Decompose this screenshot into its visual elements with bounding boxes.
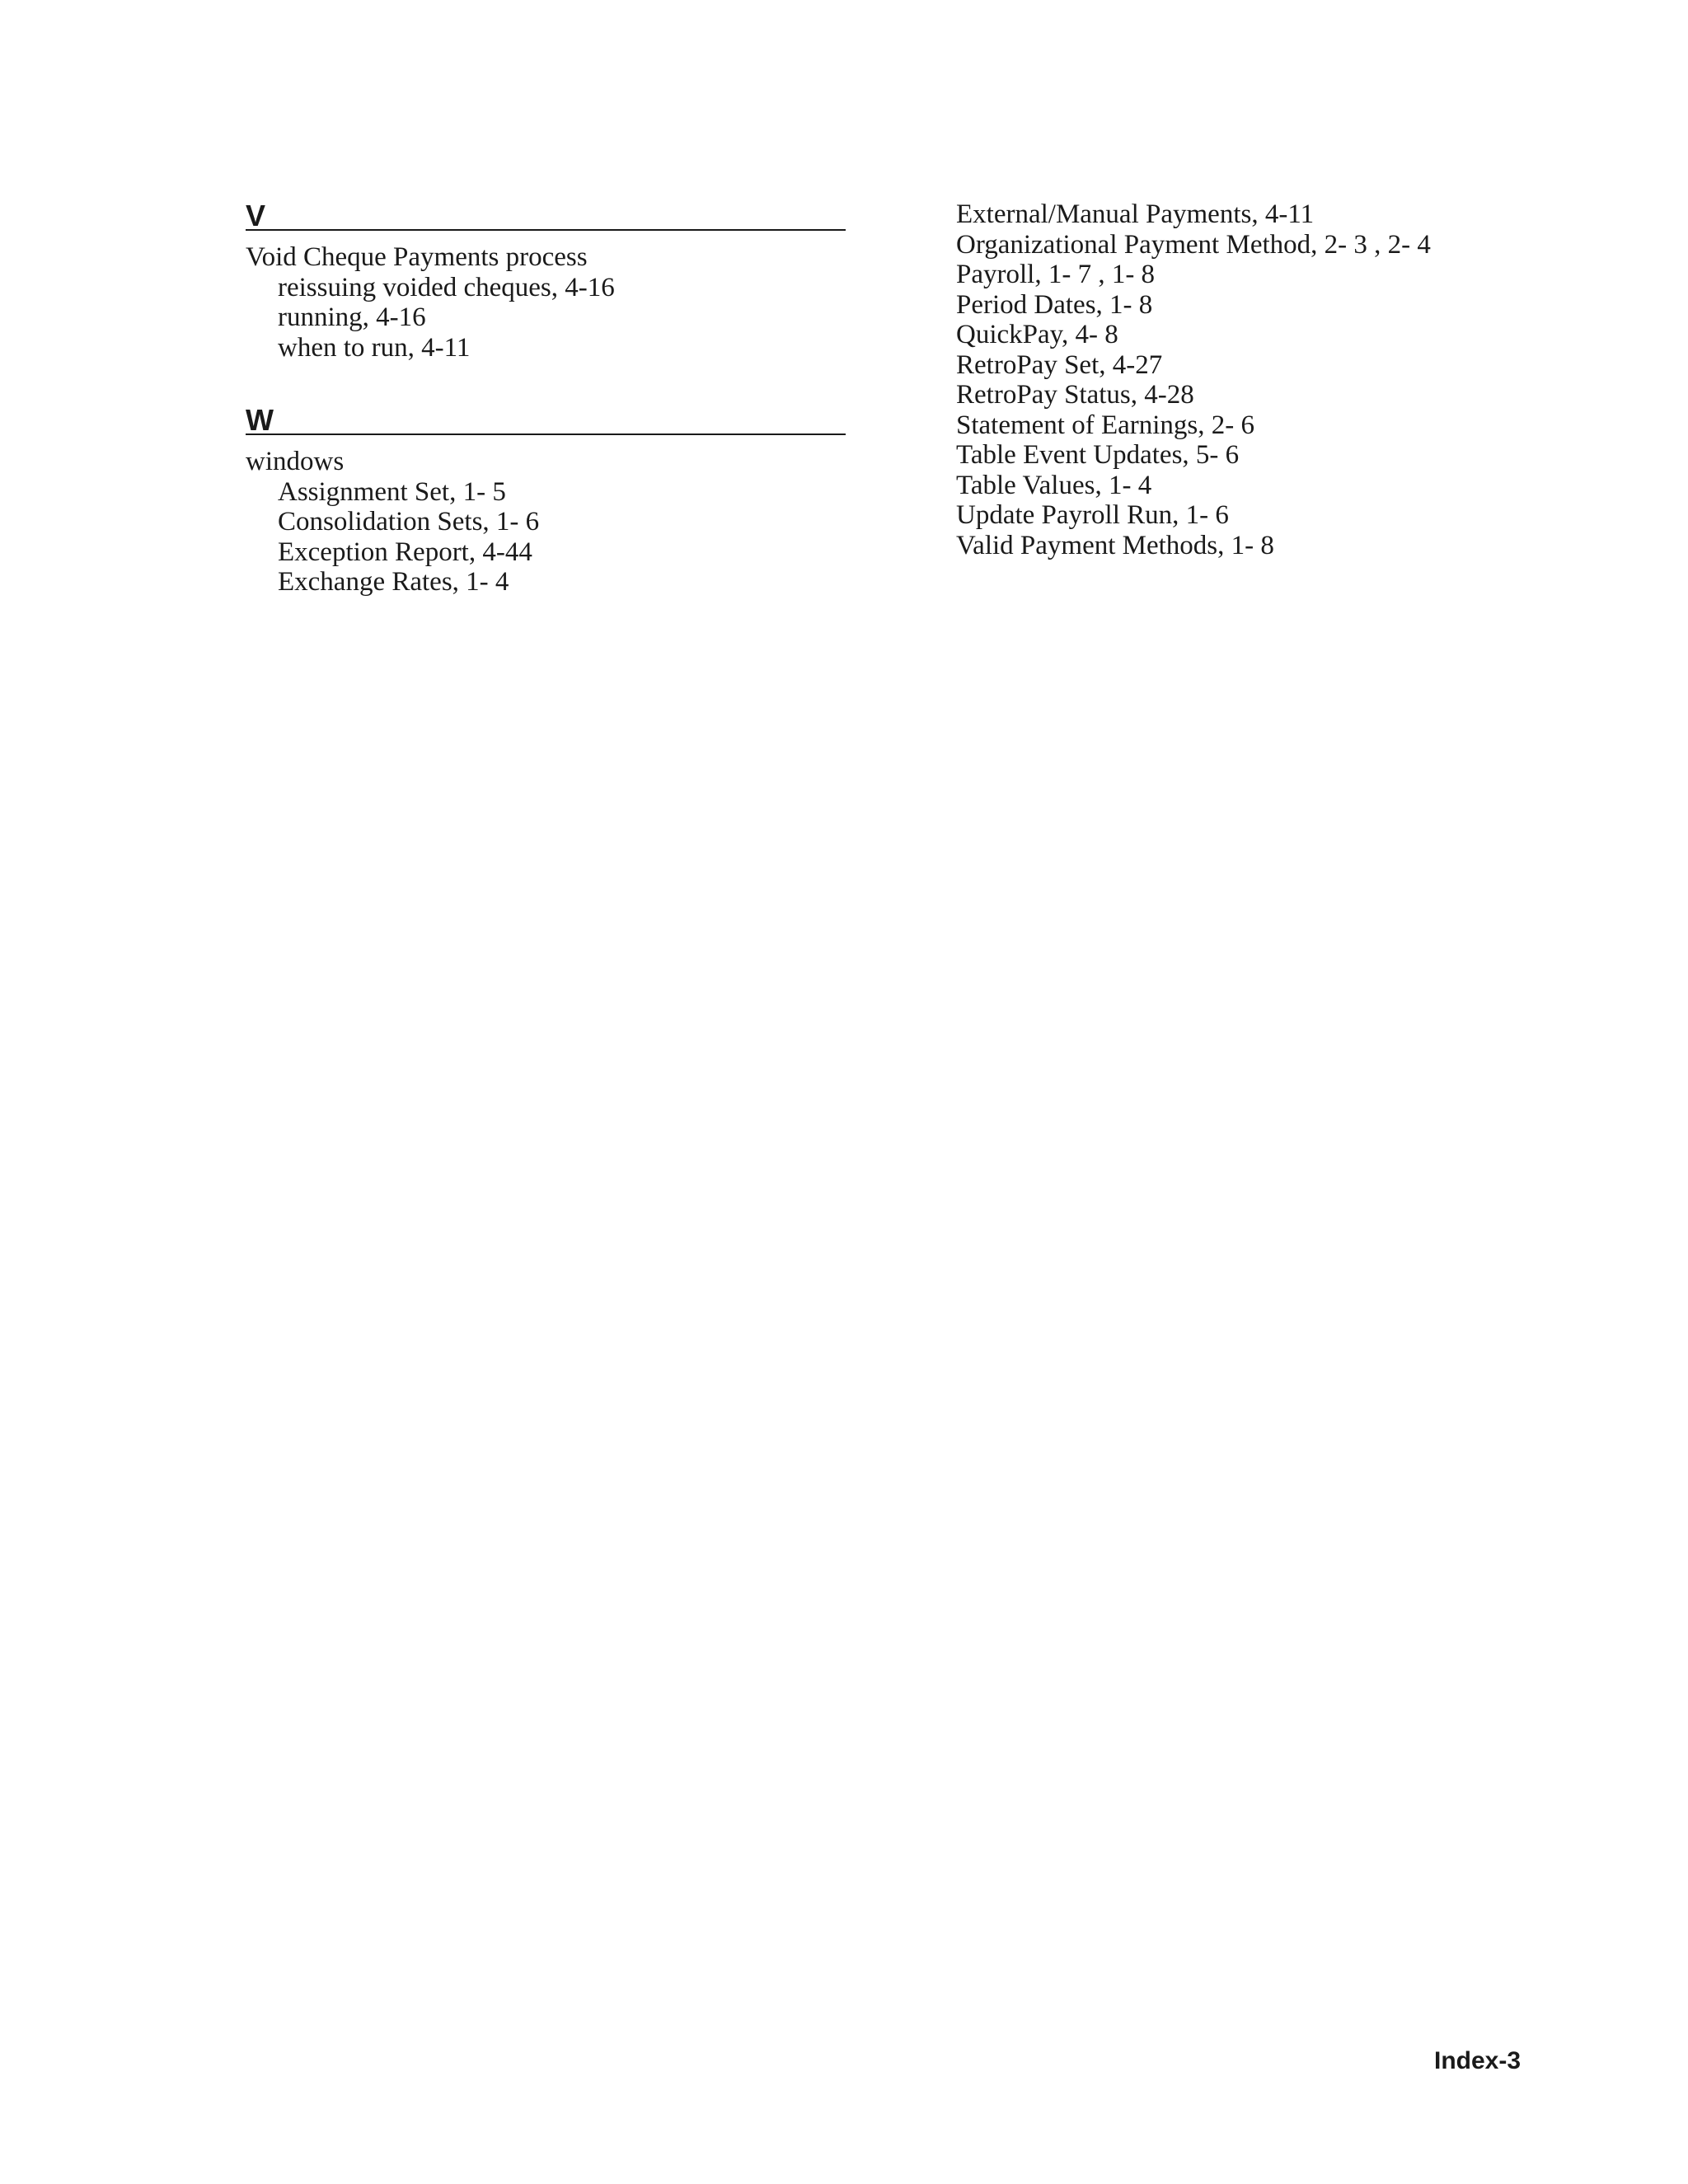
index-section-w xyxy=(246,401,846,598)
index-sub-entry: running, 4-16 xyxy=(278,302,426,332)
index-section-v xyxy=(246,196,846,363)
index-sub-entry: Statement of Earnings, 2- 6 xyxy=(956,410,1255,440)
section-header xyxy=(246,401,846,435)
index-sub-entry: Consolidation Sets, 1- 6 xyxy=(278,507,540,537)
index-sub-entry: Period Dates, 1- 8 xyxy=(956,289,1153,320)
index-left-column xyxy=(246,196,846,635)
index-entry: Void Cheque Payments process xyxy=(246,242,588,272)
index-sub-entry: Payroll, 1- 7 , 1- 8 xyxy=(956,260,1156,289)
index-sub-entry: Table Values, 1- 4 xyxy=(956,470,1152,500)
index-sub-entry: QuickPay, 4- 8 xyxy=(956,320,1118,349)
index-sub-entry: Table Event Updates, 5- 6 xyxy=(956,440,1240,470)
section-header xyxy=(246,196,846,231)
index-sub-entry: Assignment Set, 1- 5 xyxy=(278,476,506,507)
index-sub-entry: External/Manual Payments, 4-11 xyxy=(956,199,1315,229)
section-letter: V xyxy=(246,199,266,232)
index-sub-entry: when to run, 4-11 xyxy=(278,332,471,363)
index-entry: windows xyxy=(246,447,345,476)
index-right-column xyxy=(956,199,1582,560)
index-sub-entry: RetroPay Status, 4-28 xyxy=(956,380,1194,410)
index-sub-entry: reissuing voided cheques, 4-16 xyxy=(278,272,615,302)
index-sub-entry: Exchange Rates, 1- 4 xyxy=(278,567,509,597)
index-sub-entry: Organizational Payment Method, 2- 3 , 2- 4 xyxy=(956,229,1431,260)
page-number: Index-3 xyxy=(1434,2047,1522,2074)
index-sub-entry: Valid Payment Methods, 1- 8 xyxy=(956,530,1274,560)
index-sub-entry: RetroPay Set, 4-27 xyxy=(956,349,1163,380)
section-letter: W xyxy=(246,403,274,437)
index-sub-entry: Update Payroll Run, 1- 6 xyxy=(956,500,1229,530)
index-sub-entry: Exception Report, 4-44 xyxy=(278,537,532,567)
